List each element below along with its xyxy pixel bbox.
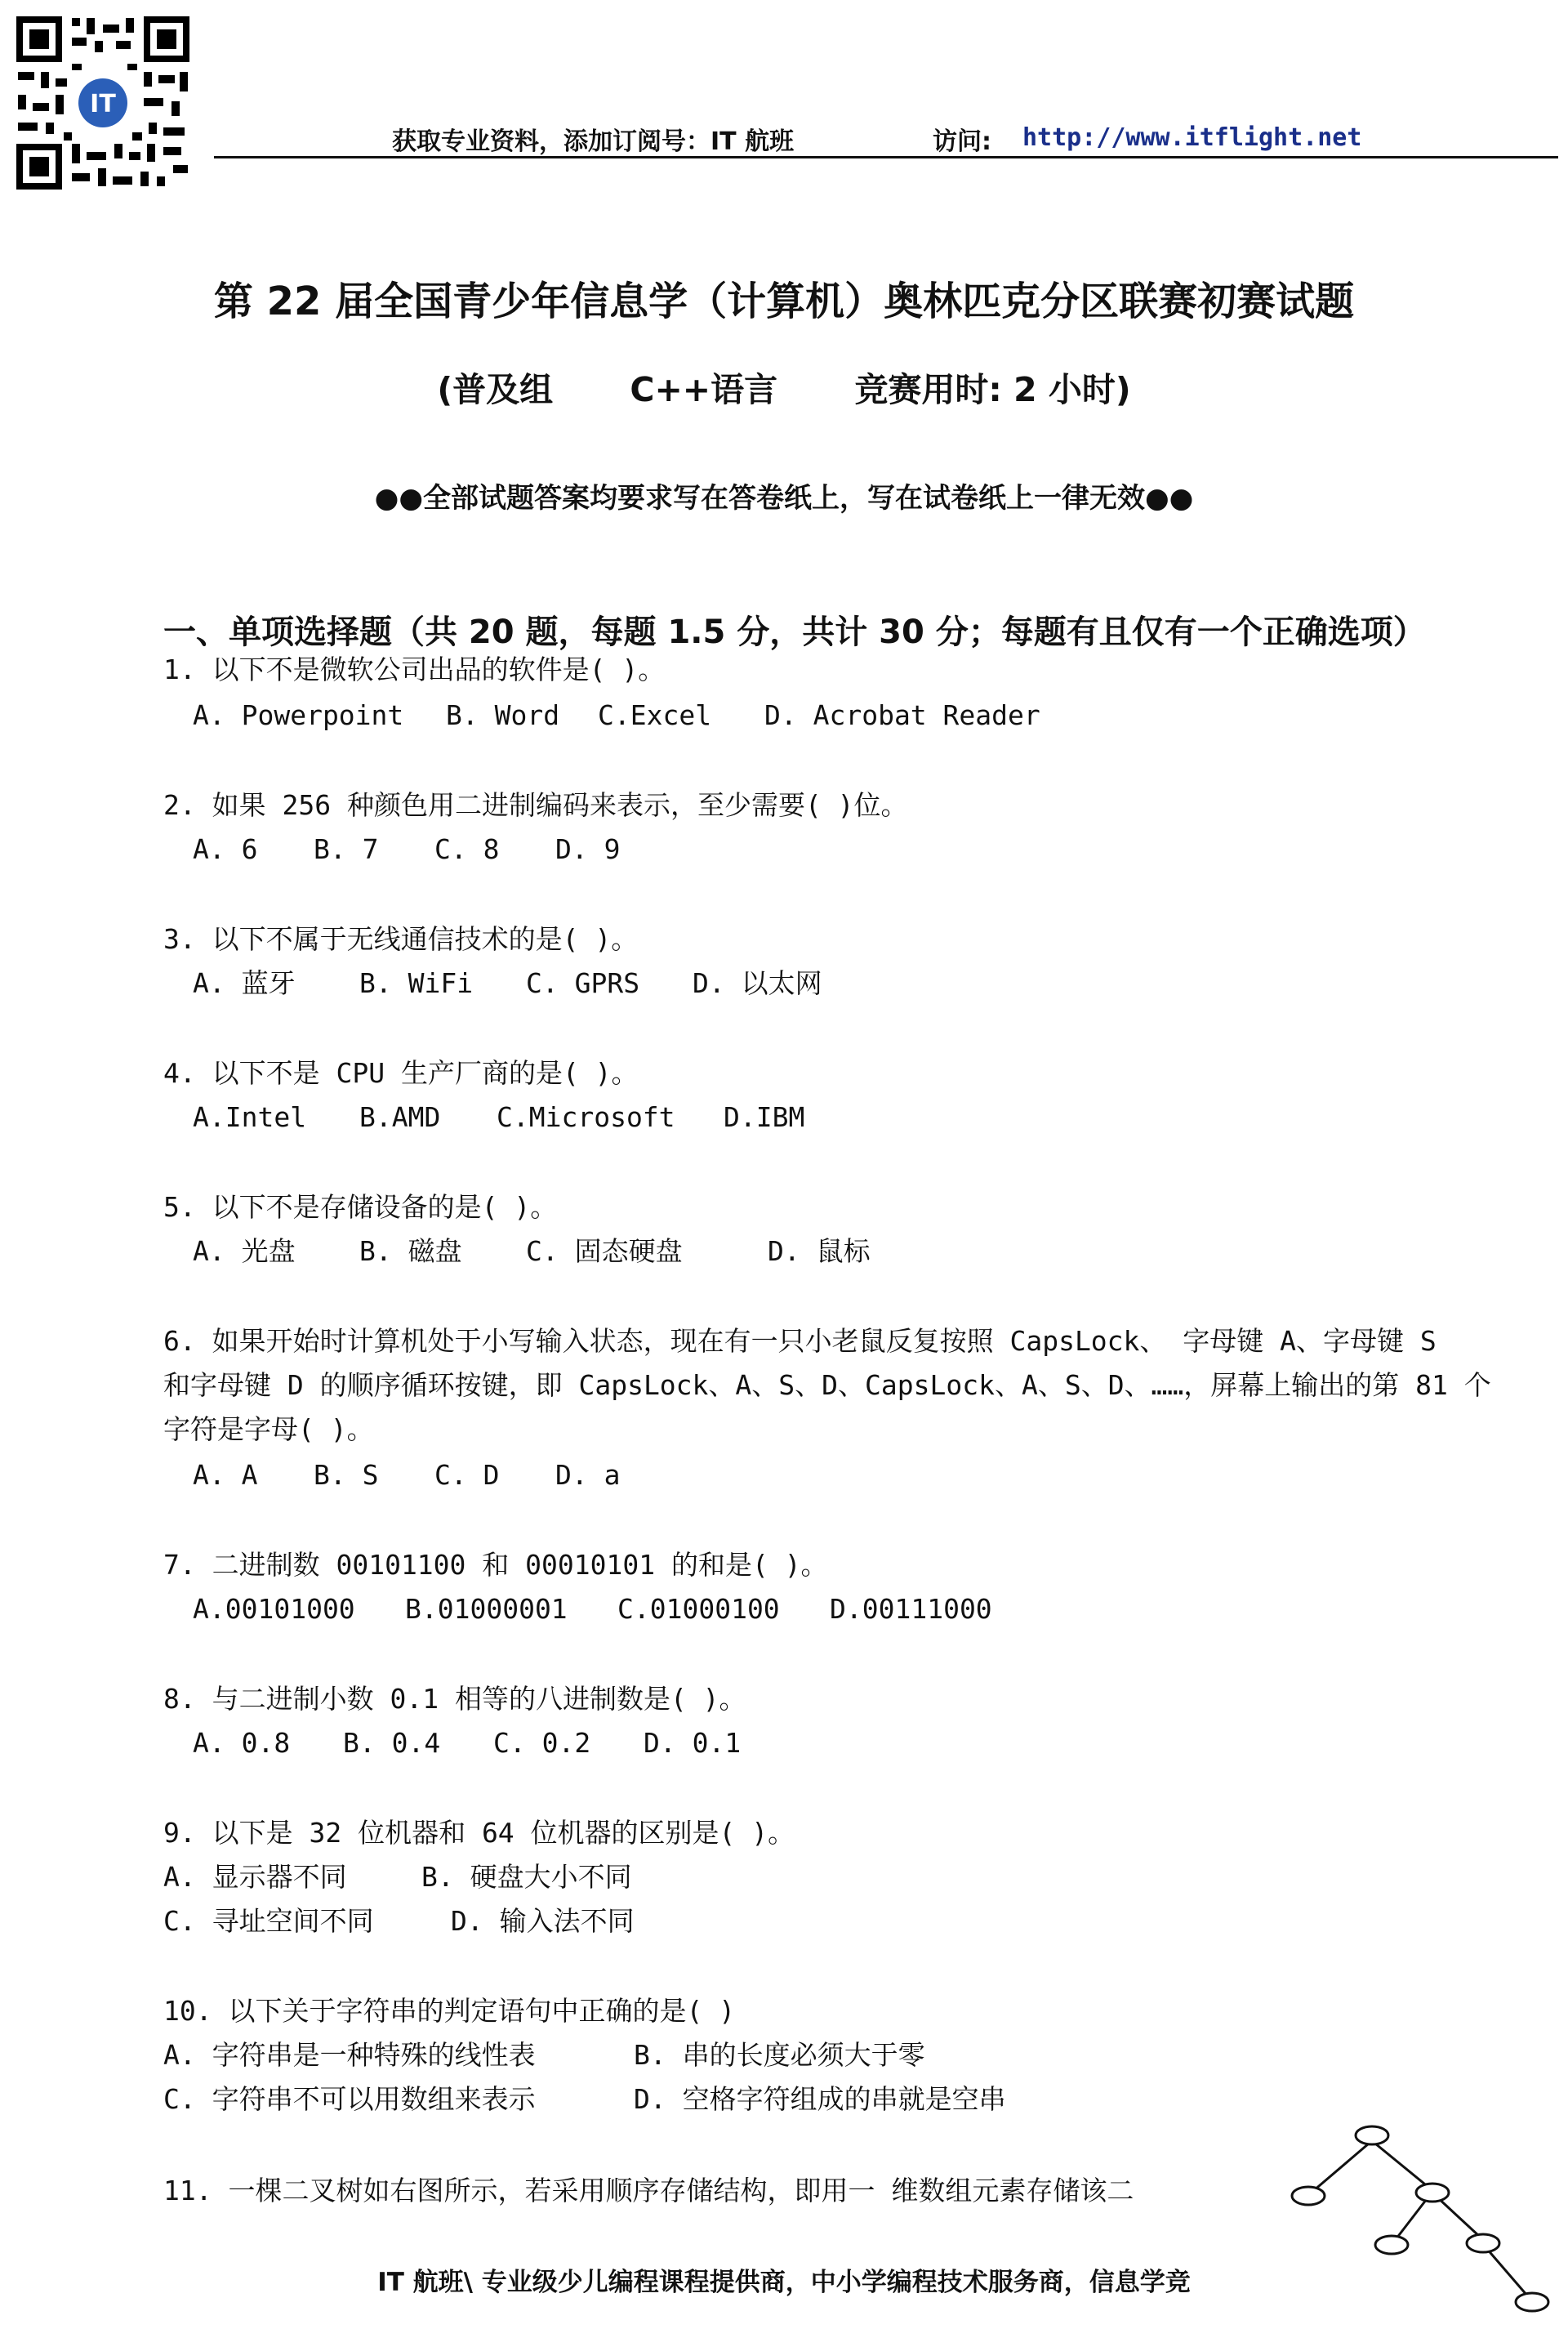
question-stem: 8. 与二进制小数 0.1 相等的八进制数是( )。 [163,1683,746,1715]
option: C.Excel [598,699,712,731]
tree-node [1375,2236,1408,2254]
page-footer: IT 航班\ 专业级少儿编程课程提供商，中小学编程技术服务商，信息学竞 [377,2268,1191,2297]
option: A. 字符串是一种特殊的线性表 [163,2039,536,2071]
option: C. 固态硬盘 [526,1235,683,1267]
option: A.Intel [193,1101,307,1133]
question-stem: 10. 以下关于字符串的判定语句中正确的是( ) [163,1995,736,2027]
header-url-link[interactable]: http://www.itflight.net [1022,123,1362,152]
question-options [193,967,822,1000]
option: C. 寻址空间不同 [163,1905,374,1937]
option: A.00101000 [193,1593,355,1625]
subtitle-language: C++语言 [630,370,778,409]
question-options [193,1235,871,1268]
question-stem: 3. 以下不属于无线通信技术的是( )。 [163,923,639,955]
question-options [163,1905,635,1938]
option: D.00111000 [830,1593,992,1625]
option: A. 0.8 [193,1727,291,1759]
question-stem: 5. 以下不是存储设备的是( )。 [163,1191,558,1223]
question-options [193,699,1040,732]
tree-node [1416,2184,1449,2202]
option: D. a [555,1459,621,1491]
header-visit-label: 访问: [933,127,991,156]
question-options [193,1459,620,1492]
option: B.AMD [359,1101,441,1133]
question-stem: 7. 二进制数 00101100 和 00010101 的和是( )。 [163,1549,828,1581]
option: B.01000001 [405,1593,568,1625]
option: C.01000100 [617,1593,780,1625]
option: D. 9 [555,833,621,865]
question-stem: 11. 一棵二叉树如右图所示，若采用顺序存储结构，即用一 维数组元素存储该二 [163,2175,1134,2206]
option: C.Microsoft [497,1101,675,1133]
question-stem-line: 字符是字母( )。 [163,1413,374,1445]
question-stem: 9. 以下是 32 位机器和 64 位机器的区别是( )。 [163,1817,795,1849]
option: C. GPRS [526,967,640,999]
option: C. 8 [434,833,500,865]
option: B. 0.4 [343,1727,441,1759]
question-options [193,1593,992,1626]
option: D. 以太网 [693,967,822,999]
option: D.IBM [724,1101,805,1133]
option: A. A [193,1459,258,1491]
option: C. 字符串不可以用数组来表示 [163,2083,536,2115]
header-slogan: 获取专业资料，添加订阅号：IT 航班 [392,127,795,156]
qr-code-graphic [13,13,193,193]
qr-logo-text: IT [90,90,116,118]
section-title: 一、单项选择题（共 20 题，每题 1.5 分，共计 30 分；每题有且仅有一个正确选项） [163,613,1426,651]
option: A. 显示器不同 [163,1861,347,1893]
option: B. 7 [314,833,379,865]
option: D. 0.1 [644,1727,742,1759]
option: B. S [314,1459,379,1491]
subtitle-duration: 竞赛用时: 2 小时) [854,370,1131,409]
option: B. WiFi [359,967,474,999]
option: D. 输入法不同 [451,1905,635,1937]
question-options [163,1861,632,1894]
question-stem-line: 和字母键 D 的顺序循环按键，即 CapsLock、A、S、D、CapsLock、A、S、D、……，屏幕上输出的第 81 个 [163,1369,1491,1401]
answer-notice: ●●全部试题答案均要求写在答卷纸上，写在试卷纸上一律无效●● [374,482,1194,515]
option: D. 空格字符组成的串就是空串 [634,2083,1006,2115]
question-options [193,833,620,866]
option: D. 鼠标 [768,1235,871,1267]
option: A. 蓝牙 [193,967,296,999]
question-stem-line: 6. 如果开始时计算机处于小写输入状态，现在有一只小老鼠反复按照 CapsLock、 字母键 A、字母键 S [163,1325,1437,1357]
question-stem: 2. 如果 256 种颜色用二进制编码来表示，至少需要( )位。 [163,789,908,821]
option: B. 硬盘大小不同 [421,1861,632,1893]
question-options [163,2039,925,2072]
tree-node [1356,2126,1388,2144]
question-stem: 4. 以下不是 CPU 生产厂商的是( )。 [163,1057,639,1089]
option: A. Powerpoint [193,699,404,731]
header-divider [214,156,1558,158]
qr-code [13,13,193,193]
option: B. 串的长度必须大于零 [634,2039,925,2071]
tree-node [1467,2234,1499,2252]
question-options [163,2083,1006,2116]
option: A. 6 [193,833,258,865]
question-options [193,1727,741,1760]
page-subtitle [0,363,1568,411]
option: D. Acrobat Reader [764,699,1040,731]
question-stem: 1. 以下不是微软公司出品的软件是( )。 [163,654,666,685]
option: C. 0.2 [493,1727,591,1759]
option: C. D [434,1459,500,1491]
tree-node [1292,2187,1325,2205]
page-title: 第 22 届全国青少年信息学（计算机）奥林匹克分区联赛初赛试题 [213,279,1355,324]
option: A. 光盘 [193,1235,296,1267]
option: B. 磁盘 [359,1235,462,1267]
subtitle-group: (普及组 [437,370,554,409]
question-options [193,1101,804,1134]
option: B. Word [446,699,560,731]
